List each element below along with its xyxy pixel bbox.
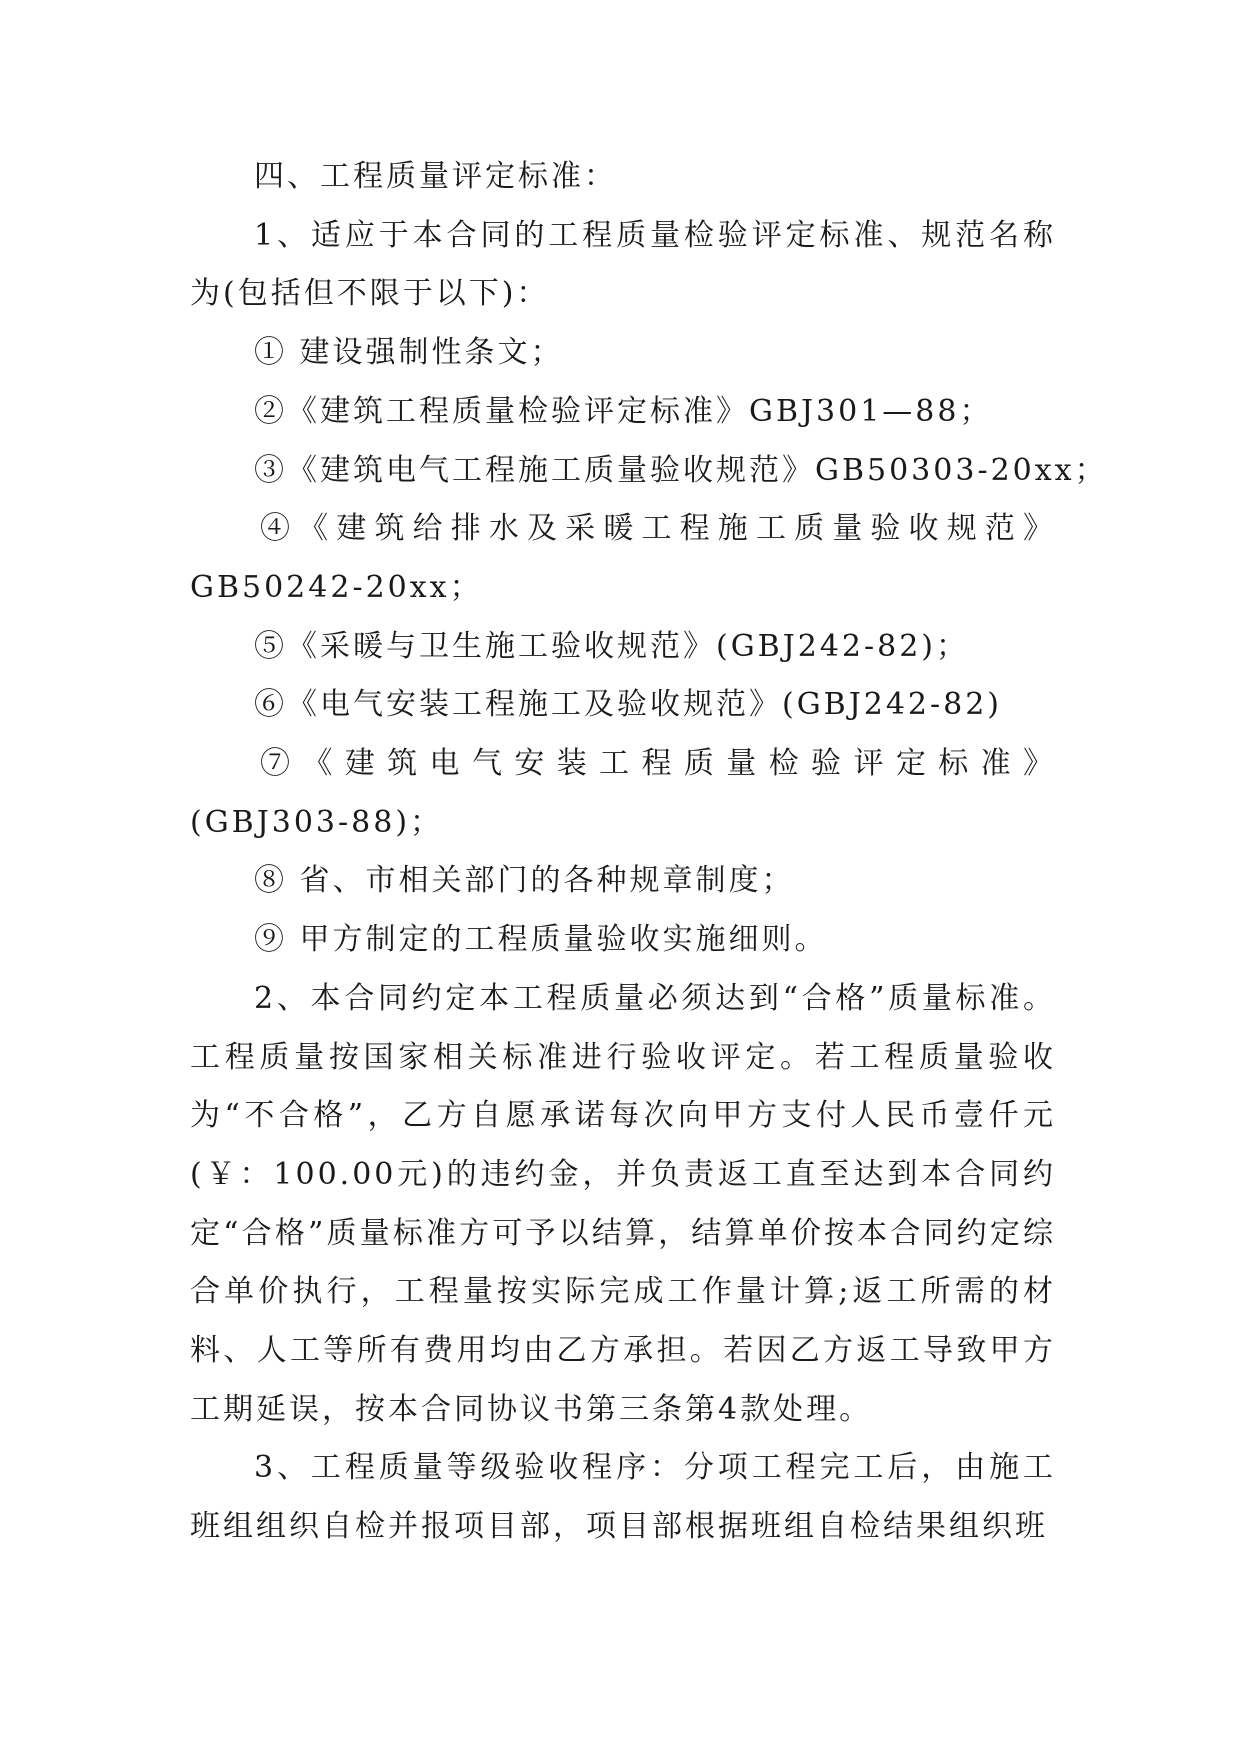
item1-intro: 1、适应于本合同的工程质量检验评定标准、规范名称为(包括但不限于以下)： xyxy=(190,217,1056,312)
standard-item-7: ⑦《建筑电气安装工程质量检验评定标准》 xyxy=(260,746,1056,782)
standard-item-9: ⑨ 甲方制定的工程质量验收实施细则。 xyxy=(254,922,828,958)
standard-item-3: ③《建筑电气工程施工质量验收规范》GB50303-20xx； xyxy=(254,452,1108,488)
standard-item-6: ⑥《电气安装工程施工及验收规范》(GBJ242-82) xyxy=(254,687,1003,723)
standard-item-4: ④《建筑给排水及采暖工程施工质量验收规范》 xyxy=(260,511,1056,547)
standard-item-1: ① 建设强制性条文； xyxy=(254,335,564,371)
standard-item-7-code: (GBJ303-88)； xyxy=(190,804,444,840)
standard-item-5: ⑤《采暖与卫生施工验收规范》(GBJ242-82)； xyxy=(254,628,970,664)
standard-item-2: ②《建筑工程质量检验评定标准》GBJ301—88； xyxy=(254,393,993,429)
standard-item-4-code: GB50242-20xx； xyxy=(190,569,483,605)
section-heading: 四、工程质量评定标准： xyxy=(254,159,617,194)
standard-item-8: ⑧ 省、市相关部门的各种规章制度； xyxy=(254,863,795,899)
document-body xyxy=(190,148,1108,1557)
item3-paragraph: 3、工程质量等级验收程序：分项工程完工后，由施工班组组织自检并报项目部，项目部根据班组自检结果组织班 xyxy=(190,1450,1056,1545)
item2-paragraph: 2、本合同约定本工程质量必须达到“合格”质量标准。工程质量按国家相关标准进行验收评定。若工程质量验收为“不合格”，乙方自愿承诺每次向甲方支付人民币壹仟元(￥：100.00元)的违约金，并负责返工直至达到本合同约定“合格”质量标准方可予以结算，结算单价按本合同约定综合单价执行，工程量按实际完成工作量计算;返工所需的材料、人工等所有费用均由乙方承担。若因乙方返工导致甲方工期延误，按本合同协议书第三条第4款处理。 xyxy=(190,980,1056,1427)
